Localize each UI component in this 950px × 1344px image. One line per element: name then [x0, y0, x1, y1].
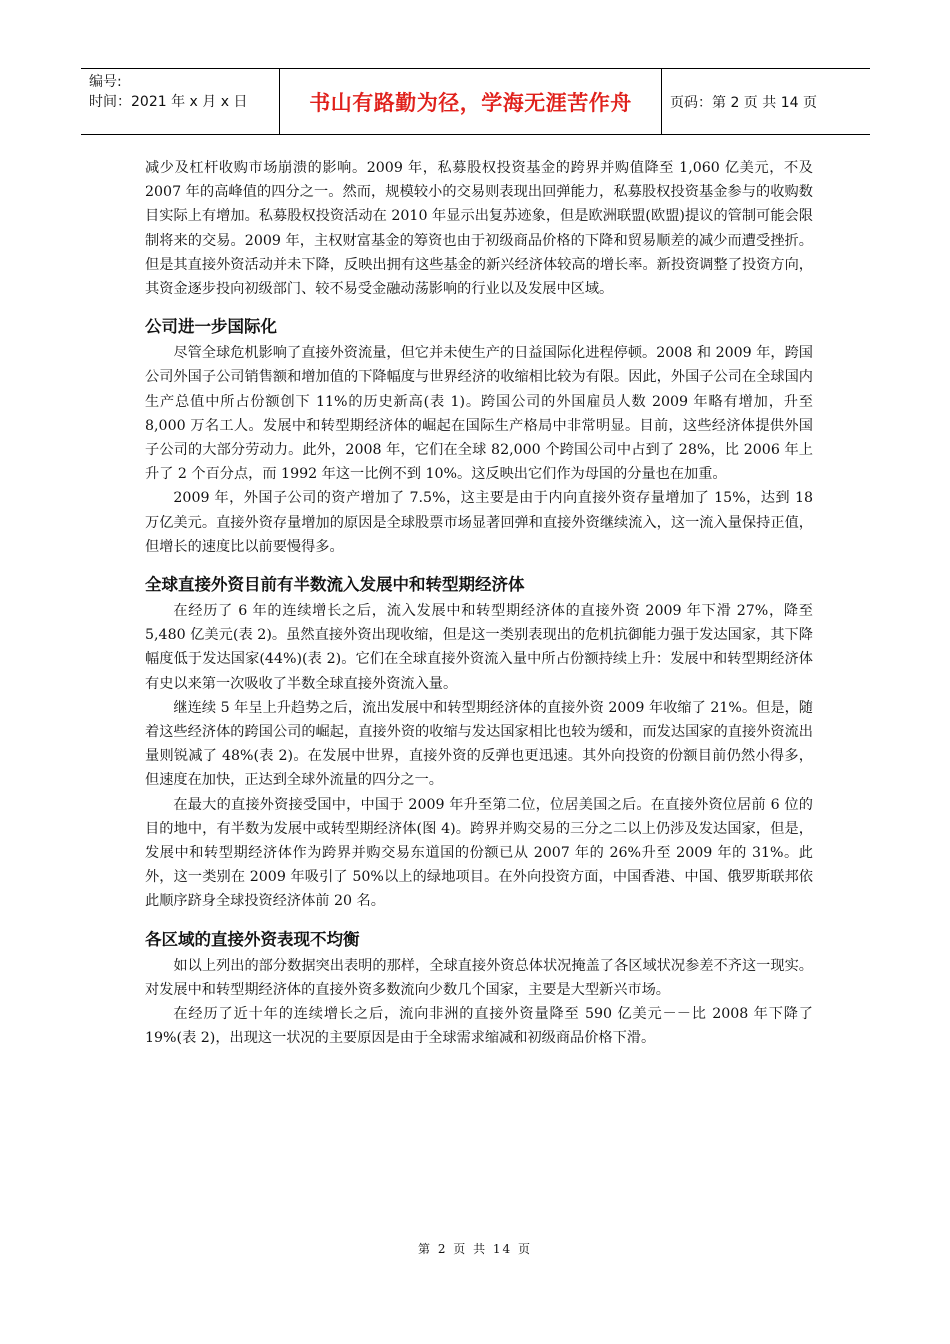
page-footer: 第 2 页 共 14 页: [418, 1242, 532, 1256]
header-motto: 书山有路勤为径，学海无涯苦作舟: [280, 69, 662, 134]
body-paragraph: 2009 年，外国子公司的资产增加了 7.5%，这主要是由于内向直接外资存量增加了 15%，达到 18 万亿美元。直接外资存量增加的原因是全球股票市场显著回弹和直接外资继续流入，这一流入量保持正值，但增长的速度比以前要慢得多。: [145, 490, 813, 555]
header-page-info: 页码：第 2 页 共 14 页: [670, 94, 817, 111]
body-paragraph: 如以上列出的部分数据突出表明的那样，全球直接外资总体状况掩盖了各区域状况参差不齐这一现实。对发展中和转型期经济体的直接外资多数流向少数几个国家，主要是大型新兴市场。: [145, 957, 813, 998]
header-left-cell: [81, 69, 280, 134]
section-heading: 全球直接外资目前有半数流入发展中和转型期经济体: [145, 575, 525, 595]
document-body: [145, 156, 813, 1051]
section-heading: 各区域的直接外资表现不均衡: [145, 929, 360, 949]
body-paragraph: 继连续 5 年呈上升趋势之后，流出发展中和转型期经济体的直接外资 2009 年收缩了 21%。但是，随着这些经济体的跨国公司的崛起，直接外资的收缩与发达国家相比也较为缓和，而发达国家的直接外资流出量则锐减了 48%(表 2)。在发展中世界，直接外资的反弹也更迅速。其外向投资的份额目前仍然小得多，但速度在加快，正达到全球外流量的四分之一。: [145, 699, 813, 789]
body-paragraph: 尽管全球危机影响了直接外资流量，但它并未使生产的日益国际化进程停顿。2008 和 2009 年，跨国公司外国子公司销售额和增加值的下降幅度与世界经济的收缩相比较为有限。因此，外国子公司在全球国内生产总值中所占份额创下 11%的历史新高(表 1)。跨国公司的外国雇员人数 2009 年略有增加，升至 8,000 万名工人。发展中和转型期经济体的崛起在国际生产格局中非常明显。目前，这些经济体提供外国子公司的大部分劳动力。此外，2008 年，它们在全球 82,000 个跨国公司中占到了 28%，比 2006 年上升了 2 个百分点，而 1992 年这一比例不到 10%。这反映出它们作为母国的分量也在加重。: [145, 345, 813, 483]
body-paragraph: 在经历了 6 年的连续增长之后，流入发展中和转型期经济体的直接外资 2009 年下滑 27%，降至 5,480 亿美元(表 2)。虽然直接外资出现收缩，但是这一类别表现出的危机抗御能力强于发达国家，其下降幅度低于发达国家(44%)(表 2)。它们在全球直接外资流入量中所占份额持续上升：发展中和转型期经济体有史以来第一次吸收了半数全球直接外资流入量。: [145, 603, 813, 692]
body-paragraph: 减少及杠杆收购市场崩溃的影响。2009 年，私募股权投资基金的跨界并购值降至 1,060 亿美元，不及 2007 年的高峰值的四分之一。然而，规模较小的交易则表现出回弹能力，私募股权投资基金参与的收购数目实际上有增加。私募股权投资活动在 2010 年显示出复苏迹象，但是欧洲联盟(欧盟)提议的管制可能会限制将来的交易。2009 年，主权财富基金的筹资也由于初级商品价格的下降和贸易顺差的减少而遭受挫折。但是其直接外资活动并未下降，反映出拥有这些基金的新兴经济体较高的增长率。新投资调整了投资方向，其资金逐步投向初级部门、较不易受金融动荡影响的行业以及发展中区域。: [145, 160, 813, 298]
body-paragraph: 在经历了近十年的连续增长之后，流向非洲的直接外资量降至 590 亿美元－－比 2008 年下降了 19%(表 2)，出现这一状况的主要原因是由于全球需求缩减和初级商品价格下滑。: [145, 1006, 813, 1047]
body-paragraph: 在最大的直接外资接受国中，中国于 2009 年升至第二位，位居美国之后。在直接外资位居前 6 位的目的地中，有半数为发展中或转型期经济体(图 4)。跨界并购交易的三分之二以上仍涉及发达国家，但是，发展中和转型期经济体作为跨界并购交易东道国的份额已从 2007 年的 26%升至 2009 年的 31%。此外，这一类别在 2009 年吸引了 50%以上的绿地项目。在外向投资方面，中国香港、中国、俄罗斯联邦依此顺序跻身全球投资经济体前 20 名。: [145, 796, 813, 910]
document-date: 时间：2021 年 x 月 x 日: [89, 94, 248, 110]
section-heading: 公司进一步国际化: [145, 317, 277, 337]
document-number-label: 编号:: [89, 74, 122, 90]
page-header: [81, 68, 870, 135]
